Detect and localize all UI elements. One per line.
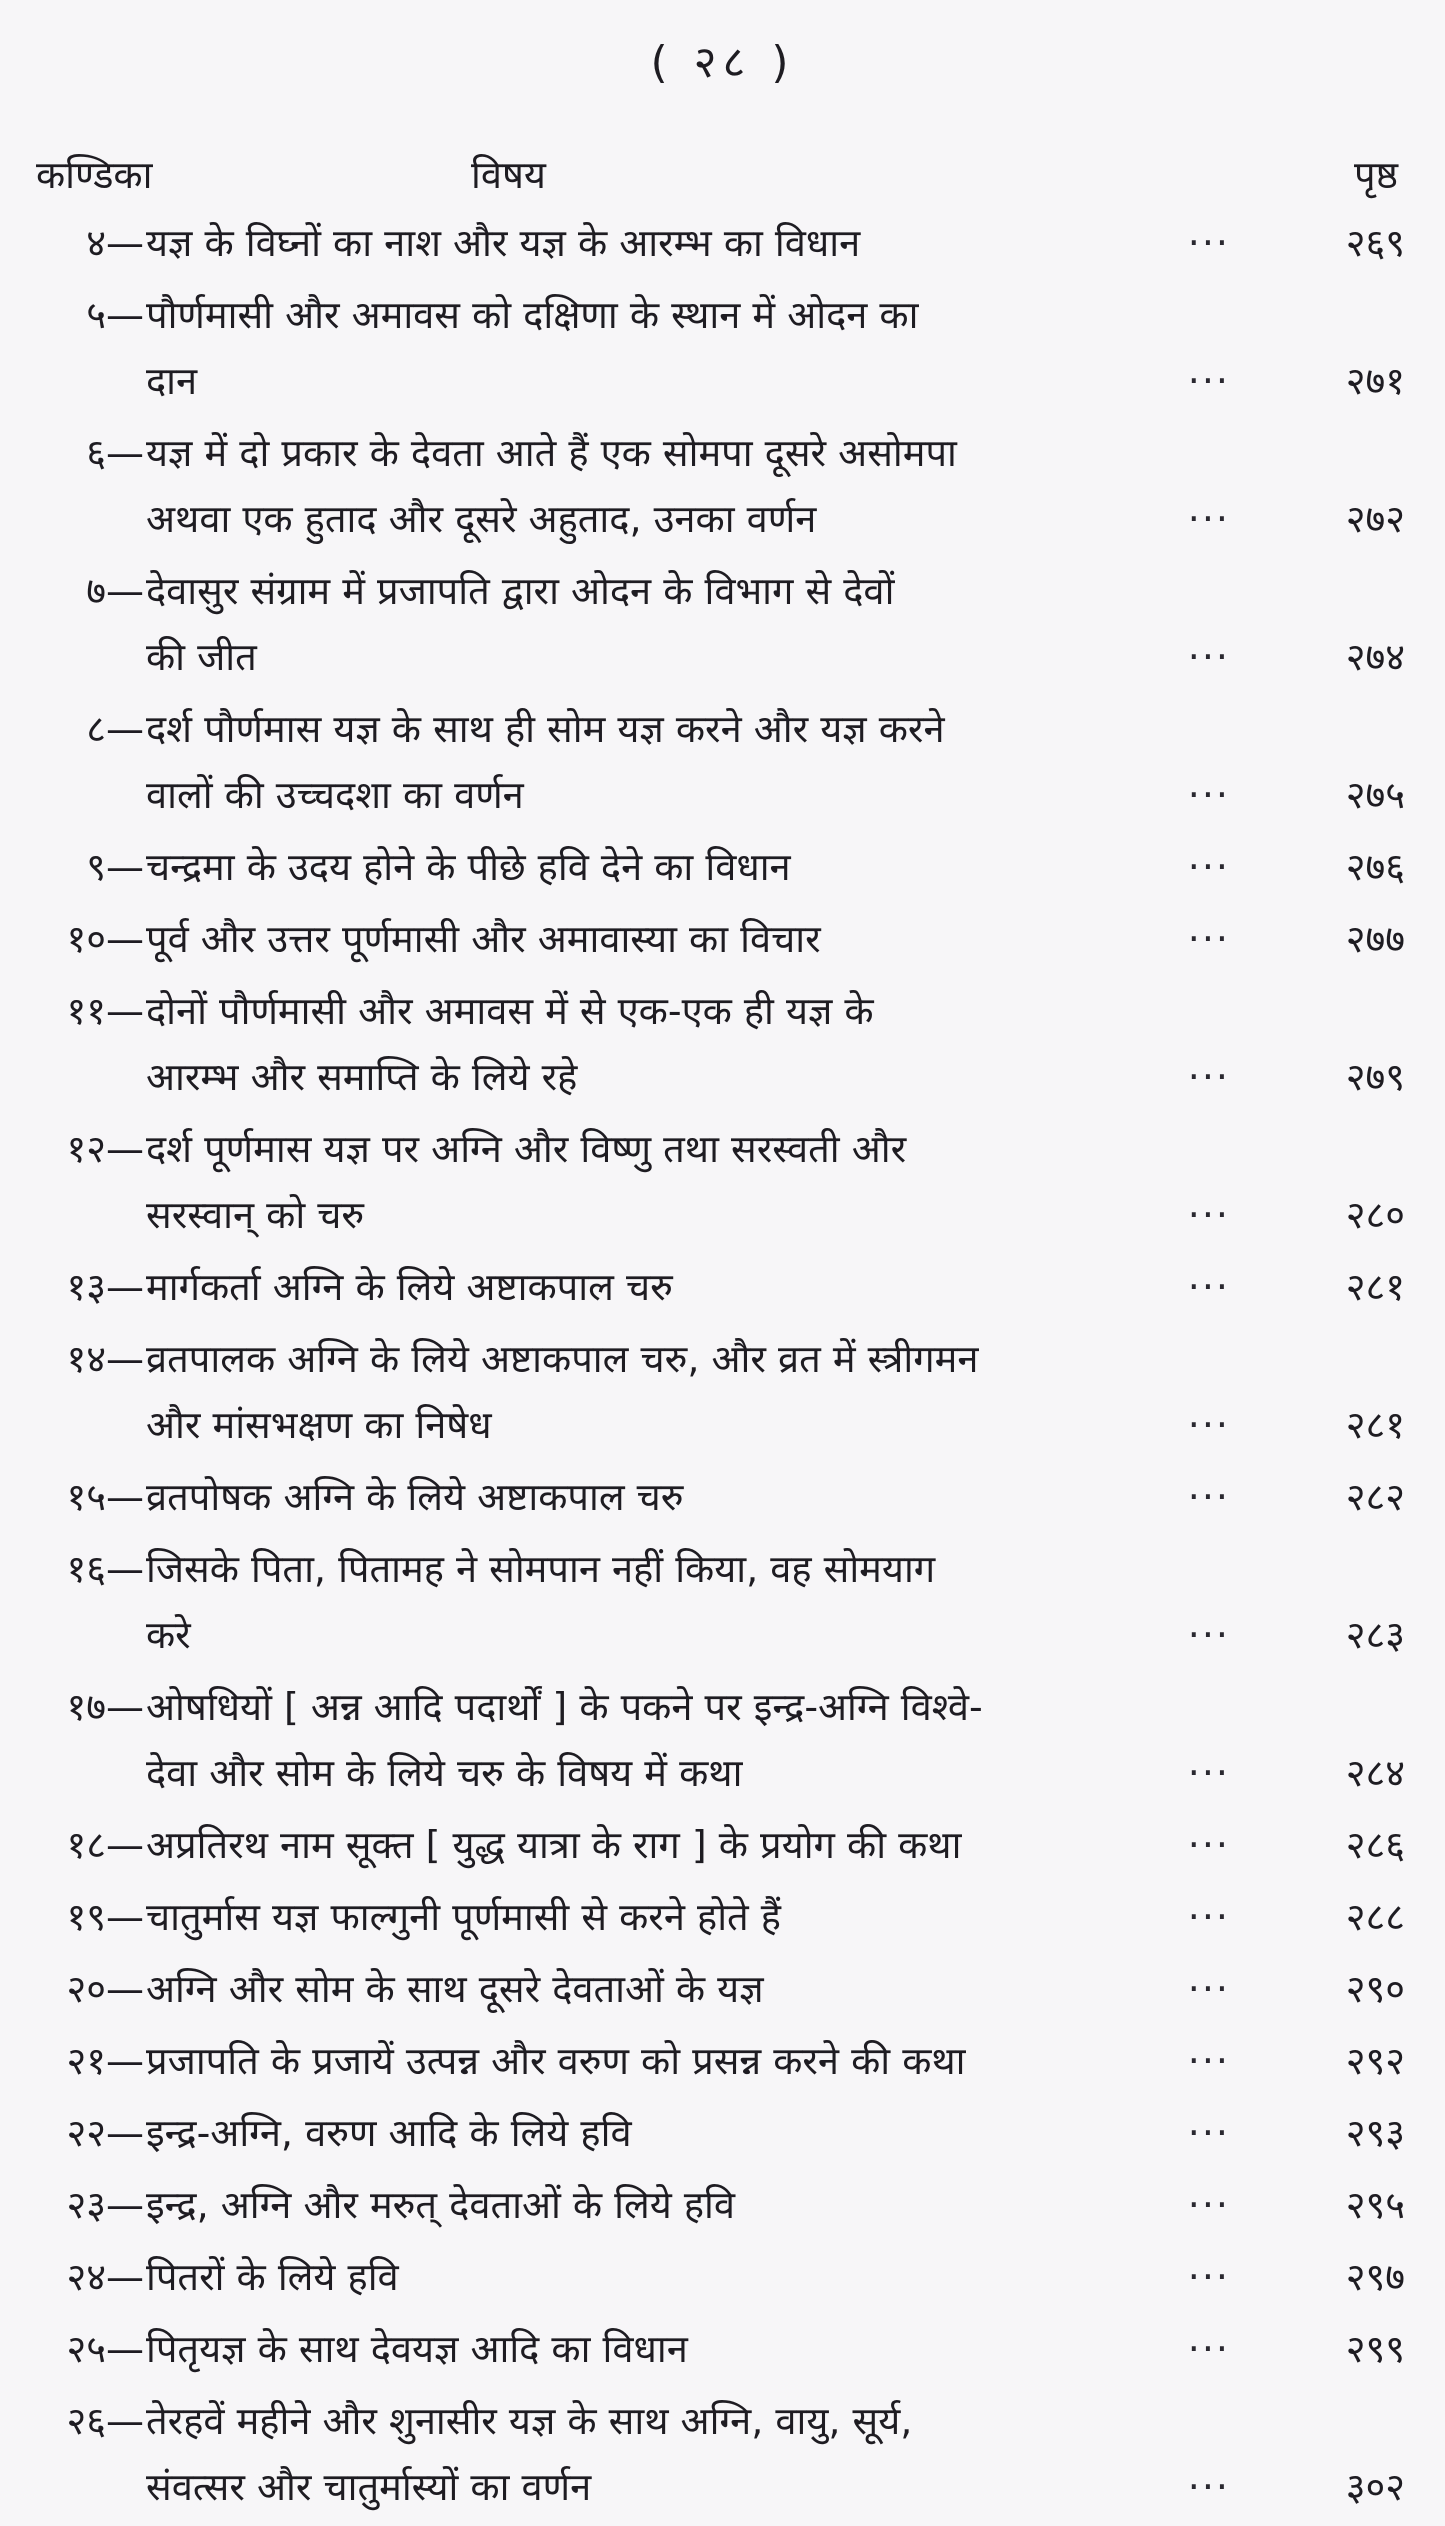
entry-page-number: २८० <box>1345 1193 1405 1237</box>
entry-subject-text: दर्श पौर्णमास यज्ञ के साथ ही सोम यज्ञ करने और यज्ञ करने <box>146 707 945 751</box>
entry-subject-text: वालों की उच्चदशा का वर्णन <box>146 773 524 817</box>
entry-subject-text: करे <box>146 1613 191 1657</box>
leader-dots: ··· <box>1187 1193 1230 1237</box>
column-header-row <box>36 148 1406 204</box>
entry-number: २२— <box>66 2111 144 2155</box>
entry-page-number: २८१ <box>1345 1403 1405 1447</box>
entry-subject-text: सरस्वान् को चरु <box>146 1193 365 1237</box>
entry-line <box>0 2454 1445 2520</box>
entry-subject-text: और मांसभक्षण का निषेध <box>146 1403 492 1447</box>
header-section: कण्डिका <box>36 153 153 197</box>
entry-line <box>0 282 1445 348</box>
entry-page-number: २७४ <box>1345 635 1405 679</box>
leader-dots: ··· <box>1187 1475 1230 1519</box>
contents-entry <box>0 1536 1445 1668</box>
contents-entry <box>0 210 1445 276</box>
entry-line <box>0 348 1445 414</box>
leader-dots: ··· <box>1187 635 1230 679</box>
entry-number: १०— <box>66 917 144 961</box>
header-page: पृष्ठ <box>1354 153 1398 197</box>
entry-number: २३— <box>66 2183 144 2227</box>
contents-entry <box>0 1812 1445 1878</box>
entry-number: १७— <box>66 1685 144 1729</box>
entry-page-number: २८८ <box>1345 1895 1405 1939</box>
entry-page-number: २८१ <box>1345 1265 1405 1309</box>
entry-subject-text: अप्रतिरथ नाम सूक्त [ युद्ध यात्रा के राग ] के प्रयोग की कथा <box>146 1823 962 1867</box>
entry-line <box>0 1536 1445 1602</box>
leader-dots: ··· <box>1187 845 1230 889</box>
leader-dots: ··· <box>1187 359 1230 403</box>
entry-line <box>0 558 1445 624</box>
entry-number: २०— <box>66 1967 144 2011</box>
entry-page-number: २७७ <box>1345 917 1405 961</box>
leader-dots: ··· <box>1187 2111 1230 2155</box>
entry-page-number: २७२ <box>1345 497 1405 541</box>
leader-dots: ··· <box>1187 773 1230 817</box>
entry-number: २१— <box>66 2039 144 2083</box>
contents-entry <box>0 1116 1445 1248</box>
entry-number: ४— <box>86 221 144 265</box>
contents-entry <box>0 696 1445 828</box>
entry-subject-text: इन्द्र, अग्नि और मरुत् देवताओं के लिये हवि <box>146 2183 736 2227</box>
contents-entry <box>0 558 1445 690</box>
entry-subject-text: व्रतपालक अग्नि के लिये अष्टाकपाल चरु, और व्रत में स्त्रीगमन <box>146 1337 979 1381</box>
contents-entry <box>0 2172 1445 2238</box>
contents-entry <box>0 834 1445 900</box>
contents-entry <box>0 978 1445 1110</box>
entry-subject-text: पूर्व और उत्तर पूर्णमासी और अमावास्या का विचार <box>146 917 821 961</box>
entry-number: ६— <box>86 431 144 475</box>
contents-entry <box>0 1884 1445 1950</box>
leader-dots: ··· <box>1187 1823 1230 1867</box>
entry-subject-text: यज्ञ में दो प्रकार के देवता आते हैं एक सोमपा दूसरे असोमपा <box>146 431 957 475</box>
entry-line <box>0 978 1445 1044</box>
contents-list <box>0 210 1445 2526</box>
leader-dots: ··· <box>1187 1751 1230 1795</box>
entry-line <box>0 1740 1445 1806</box>
contents-entry <box>0 1254 1445 1320</box>
entry-subject-text: चन्द्रमा के उदय होने के पीछे हवि देने का विधान <box>146 845 791 889</box>
entry-subject-text: देवा और सोम के लिये चरु के विषय में कथा <box>146 1751 743 1795</box>
entry-line <box>0 1674 1445 1740</box>
entry-line <box>0 624 1445 690</box>
entry-page-number: २९७ <box>1345 2255 1405 2299</box>
entry-line <box>0 696 1445 762</box>
entry-subject-text: इन्द्र-अग्नि, वरुण आदि के लिये हवि <box>146 2111 632 2155</box>
entry-page-number: २९५ <box>1345 2183 1405 2227</box>
entry-line <box>0 1326 1445 1392</box>
leader-dots: ··· <box>1187 1403 1230 1447</box>
contents-entry <box>0 906 1445 972</box>
entry-page-number: २७६ <box>1345 845 1405 889</box>
entry-subject-text: संवत्सर और चातुर्मास्यों का वर्णन <box>146 2465 592 2509</box>
leader-dots: ··· <box>1187 497 1230 541</box>
entry-number: २६— <box>66 2399 144 2443</box>
entry-number: ९— <box>86 845 144 889</box>
leader-dots: ··· <box>1187 1055 1230 1099</box>
contents-entry <box>0 2244 1445 2310</box>
contents-entry <box>0 2028 1445 2094</box>
entry-page-number: २९३ <box>1345 2111 1405 2155</box>
entry-line <box>0 1182 1445 1248</box>
entry-line <box>0 1464 1445 1530</box>
leader-dots: ··· <box>1187 1967 1230 2011</box>
entry-subject-text: दोनों पौर्णमासी और अमावस में से एक-एक ही यज्ञ के <box>146 989 874 1033</box>
entry-line <box>0 486 1445 552</box>
entry-number: ८— <box>86 707 144 751</box>
entry-subject-text: मार्गकर्ता अग्नि के लिये अष्टाकपाल चरु <box>146 1265 673 1309</box>
entry-line <box>0 762 1445 828</box>
entry-number: १८— <box>66 1823 144 1867</box>
leader-dots: ··· <box>1187 2039 1230 2083</box>
entry-subject-text: तेरहवें महीने और शुनासीर यज्ञ के साथ अग्नि, वायु, सूर्य, <box>146 2399 913 2443</box>
entry-number: १२— <box>66 1127 144 1171</box>
entry-line <box>0 2100 1445 2166</box>
entry-number: ७— <box>86 569 144 613</box>
leader-dots: ··· <box>1187 1265 1230 1309</box>
entry-subject-text: की जीत <box>146 635 257 679</box>
entry-line <box>0 2316 1445 2382</box>
entry-subject-text: यज्ञ के विघ्नों का नाश और यज्ञ के आरम्भ का विधान <box>146 221 861 265</box>
entry-number: १५— <box>66 1475 144 1519</box>
entry-line <box>0 1116 1445 1182</box>
entry-subject-text: अग्नि और सोम के साथ दूसरे देवताओं के यज्ञ <box>146 1967 764 2011</box>
entry-page-number: २९० <box>1345 1967 1405 2011</box>
entry-line <box>0 2244 1445 2310</box>
leader-dots: ··· <box>1187 2327 1230 2371</box>
entry-line <box>0 1044 1445 1110</box>
contents-entry <box>0 2100 1445 2166</box>
entry-subject-text: आरम्भ और समाप्ति के लिये रहे <box>146 1055 578 1099</box>
entry-line <box>0 2172 1445 2238</box>
entry-page-number: २७१ <box>1345 359 1405 403</box>
entry-subject-text: पितृयज्ञ के साथ देवयज्ञ आदि का विधान <box>146 2327 688 2371</box>
leader-dots: ··· <box>1187 1895 1230 1939</box>
entry-subject-text: पितरों के लिये हवि <box>146 2255 399 2299</box>
entry-number: ११— <box>66 989 144 1033</box>
entry-subject-text: पौर्णमासी और अमावस को दक्षिणा के स्थान में ओदन का <box>146 293 919 337</box>
contents-entry <box>0 1674 1445 1806</box>
leader-dots: ··· <box>1187 1613 1230 1657</box>
entry-subject-text: जिसके पिता, पितामह ने सोमपान नहीं किया, वह सोमयाग <box>146 1547 936 1591</box>
leader-dots: ··· <box>1187 2465 1230 2509</box>
contents-entry <box>0 420 1445 552</box>
leader-dots: ··· <box>1187 2255 1230 2299</box>
entry-line <box>0 1392 1445 1458</box>
entry-line <box>0 1602 1445 1668</box>
entry-line <box>0 210 1445 276</box>
entry-line <box>0 906 1445 972</box>
entry-page-number: २८३ <box>1345 1613 1405 1657</box>
entry-subject-text: प्रजापति के प्रजायें उत्पन्न और वरुण को प्रसन्न करने की कथा <box>146 2039 966 2083</box>
contents-entry <box>0 282 1445 414</box>
entry-number: १९— <box>66 1895 144 1939</box>
entry-line <box>0 834 1445 900</box>
entry-number: १६— <box>66 1547 144 1591</box>
contents-entry <box>0 1956 1445 2022</box>
contents-entry <box>0 1326 1445 1458</box>
entry-number: १४— <box>66 1337 144 1381</box>
contents-entry <box>0 2388 1445 2520</box>
entry-subject-text: दान <box>146 359 198 403</box>
entry-subject-text: दर्श पूर्णमास यज्ञ पर अग्नि और विष्णु तथा सरस्वती और <box>146 1127 907 1171</box>
entry-number: ५— <box>86 293 144 337</box>
entry-page-number: २७९ <box>1345 1055 1405 1099</box>
entry-subject-text: चातुर्मास यज्ञ फाल्गुनी पूर्णमासी से करने होते हैं <box>146 1895 781 1939</box>
leader-dots: ··· <box>1187 917 1230 961</box>
entry-page-number: २७५ <box>1345 773 1405 817</box>
entry-line <box>0 1812 1445 1878</box>
entry-line <box>0 1956 1445 2022</box>
leader-dots: ··· <box>1187 221 1230 265</box>
header-subject: विषय <box>471 153 546 197</box>
entry-page-number: २८४ <box>1345 1751 1405 1795</box>
entry-page-number: २८६ <box>1345 1823 1405 1867</box>
entry-number: १३— <box>66 1265 144 1309</box>
page-number: ( २८ ) <box>650 37 795 88</box>
entry-page-number: ३०२ <box>1345 2465 1405 2509</box>
entry-line <box>0 1254 1445 1320</box>
entry-number: २५— <box>66 2327 144 2371</box>
entry-line <box>0 2028 1445 2094</box>
entry-page-number: २६९ <box>1345 221 1405 265</box>
entry-subject-text: अथवा एक हुताद और दूसरे अहुताद, उनका वर्णन <box>146 497 817 541</box>
entry-line <box>0 2388 1445 2454</box>
entry-page-number: २९२ <box>1345 2039 1405 2083</box>
entry-line <box>0 420 1445 486</box>
entry-subject-text: व्रतपोषक अग्नि के लिये अष्टाकपाल चरु <box>146 1475 684 1519</box>
entry-page-number: २९९ <box>1345 2327 1405 2371</box>
entry-subject-text: ओषधियों [ अन्न आदि पदार्थों ] के पकने पर इन्द्र-अग्नि विश्वे- <box>146 1685 983 1729</box>
entry-number: २४— <box>66 2255 144 2299</box>
contents-entry <box>0 1464 1445 1530</box>
contents-entry <box>0 2316 1445 2382</box>
entry-page-number: २८२ <box>1345 1475 1405 1519</box>
entry-line <box>0 1884 1445 1950</box>
entry-subject-text: देवासुर संग्राम में प्रजापति द्वारा ओदन के विभाग से देवों <box>146 569 895 613</box>
leader-dots: ··· <box>1187 2183 1230 2227</box>
